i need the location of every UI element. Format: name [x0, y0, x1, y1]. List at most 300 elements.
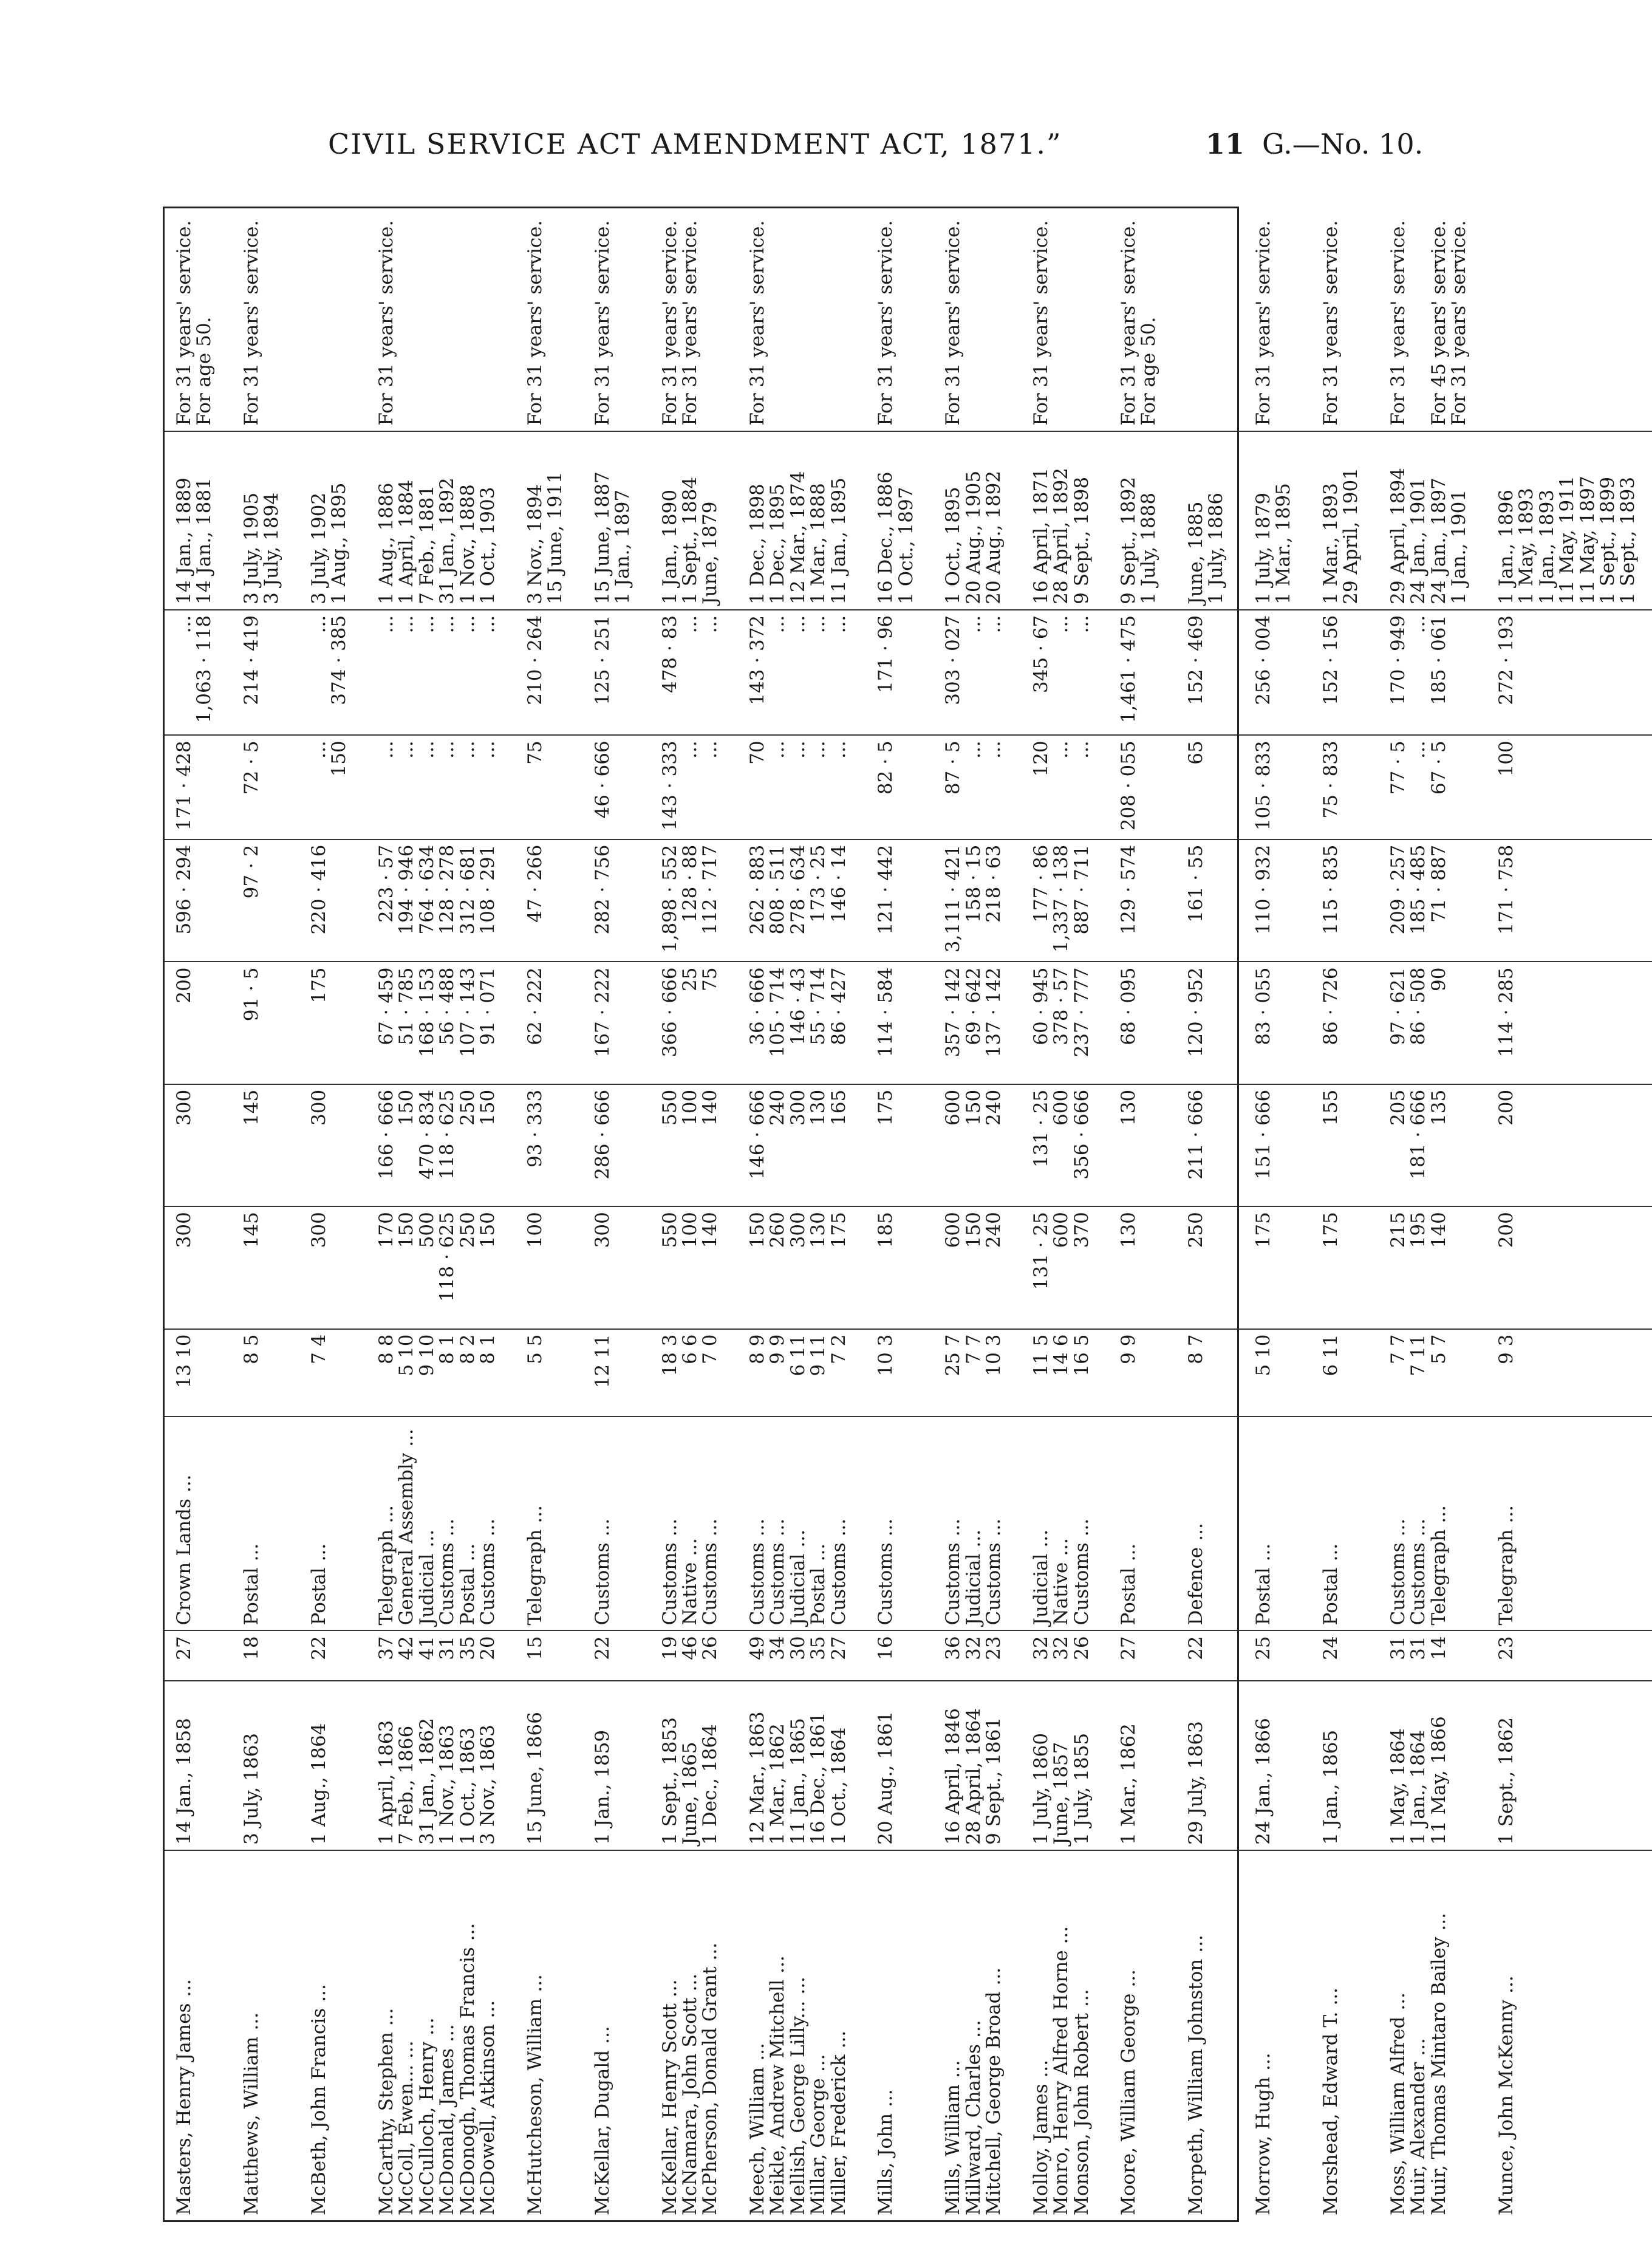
officer-name-line — [829, 1856, 849, 2215]
salary: 185 — [875, 1212, 897, 1248]
date-of-appointment — [1557, 1686, 1577, 1845]
officer-name: McDonald, James — [436, 2048, 459, 2215]
remarks-cell — [1375, 208, 1483, 431]
remarks — [262, 213, 282, 426]
age-cell — [1483, 1630, 1652, 1681]
salary — [1598, 1212, 1618, 1323]
compensation-total: 152 · 156 — [1319, 615, 1342, 705]
compensation: 112 · 717 — [699, 844, 722, 935]
department-leader: ... — [240, 1543, 262, 1562]
compensation-total — [1618, 615, 1638, 730]
age-cell — [734, 1630, 862, 1681]
remarks-cell — [512, 208, 579, 431]
age: 26 — [1070, 1636, 1093, 1660]
remarks: For 45 years' service. — [1427, 220, 1450, 426]
department-leader — [1577, 1607, 1599, 1613]
retirement-date: 16 April, 1871 — [1029, 468, 1052, 604]
remarks-cell — [930, 208, 1017, 431]
years-service — [1618, 1335, 1638, 1412]
salary-cell — [1308, 1206, 1375, 1328]
department — [612, 1619, 633, 1626]
officer-name: Monro, Henry Alfred Horne — [1050, 1950, 1073, 2215]
retirement-date: 1 April, 1884 — [395, 479, 418, 604]
salary-cell — [165, 1206, 228, 1328]
officer-name: Millward, Charles — [962, 2043, 985, 2215]
retiring-allowance — [1618, 967, 1638, 1078]
years-service — [1537, 1335, 1557, 1412]
compensation — [1557, 845, 1577, 957]
department-leader: ... — [1118, 1543, 1139, 1562]
officer-name-line — [680, 1856, 700, 2215]
officer-name-leader — [895, 2197, 917, 2203]
officer-name — [1448, 2209, 1470, 2215]
retiring-allowance: 107 · 143 — [456, 967, 479, 1058]
officer-name-leader: ... — [307, 1984, 330, 2002]
department-leader: ... — [1427, 1505, 1450, 1523]
date-of-appointment: 28 April, 1864 — [962, 1708, 985, 1845]
average-salary — [545, 1090, 565, 1201]
compensation: 194 · 946 — [395, 844, 418, 935]
department-leader — [895, 1607, 917, 1613]
date-of-appointment: 1 Mar., 1862 — [1118, 1723, 1139, 1845]
salary: 150 — [962, 1212, 985, 1248]
retirement-date: 1 Aug., 1886 — [375, 482, 397, 604]
compensation-total — [1598, 615, 1618, 730]
department-leader: ... — [456, 1543, 479, 1562]
department — [1515, 1619, 1537, 1626]
department-leader: ... — [787, 1530, 809, 1548]
retiring-allowance: 51 · 785 — [395, 967, 418, 1045]
officer-name-line — [174, 1856, 194, 2215]
department — [1577, 1619, 1599, 1626]
officer-name-leader: ... — [1407, 2038, 1430, 2056]
officer-name: Muir, Alexander — [1407, 2062, 1430, 2215]
compensation-total: 272 · 193 — [1495, 615, 1517, 705]
years-service — [1341, 1335, 1361, 1412]
officer-name — [1138, 2209, 1159, 2215]
department-cell — [1240, 1417, 1308, 1630]
department: Judicial — [1029, 1553, 1052, 1626]
allowance: 120 — [1029, 740, 1052, 777]
department-leader: ... — [415, 1530, 438, 1548]
years-service: 9 11 — [807, 1334, 830, 1376]
officer-name-line — [329, 1856, 349, 2215]
allowance: 208 · 055 — [1118, 740, 1139, 831]
compensation-total: ... — [678, 615, 701, 634]
date-of-appointment: 1 Jan., 1864 — [1407, 1729, 1430, 1845]
date-of-appointment-cell — [1483, 1681, 1652, 1850]
retiring-allowance-cell — [862, 962, 930, 1084]
salary — [1206, 1212, 1226, 1323]
officer-name: Meech, William — [746, 2067, 768, 2215]
salary: 600 — [1050, 1212, 1073, 1248]
retirement-date-cell — [647, 431, 734, 610]
compensation-total: ... — [1407, 615, 1430, 634]
retirement-date: June, 1885 — [1184, 501, 1207, 604]
compensation-total: ... — [766, 615, 789, 634]
compensation-cell — [1375, 839, 1483, 962]
compensation: 278 · 634 — [787, 844, 809, 935]
compensation: 115 · 835 — [1319, 844, 1342, 935]
years-service: 18 3 — [658, 1334, 681, 1376]
officer-name — [1536, 2209, 1558, 2215]
average-salary — [1139, 1090, 1159, 1201]
officer-name-leader: ... — [807, 2054, 830, 2073]
department-line — [262, 1422, 282, 1625]
remarks — [788, 213, 808, 426]
allowance: ... — [678, 740, 701, 759]
retiring-allowance: 62 · 222 — [524, 967, 546, 1045]
compensation: 110 · 932 — [1252, 844, 1274, 935]
table-row — [363, 208, 512, 2220]
officer-name-line — [748, 1856, 768, 2215]
officer-name-line — [1254, 1856, 1274, 2215]
years-service — [262, 1335, 282, 1412]
department-leader: ... — [477, 1518, 499, 1537]
officer-name-leader — [1597, 2197, 1619, 2203]
years-service: 11 5 — [1029, 1334, 1052, 1376]
age: 34 — [766, 1636, 789, 1660]
allowance: 100 — [1495, 740, 1517, 777]
retirement-date: 1 Jan., 1897 — [612, 489, 634, 604]
retirement-date: 29 April, 1901 — [1340, 468, 1362, 604]
allowance-cell — [363, 735, 512, 839]
department: Judicial — [787, 1553, 809, 1626]
department — [1448, 1619, 1470, 1626]
department: Customs — [1387, 1542, 1409, 1626]
age: 23 — [983, 1636, 1005, 1660]
department-line — [680, 1422, 700, 1625]
age-cell — [862, 1630, 930, 1681]
date-of-appointment: 1 Nov., 1863 — [436, 1725, 459, 1845]
allowance — [1618, 740, 1638, 833]
date-of-appointment — [262, 1686, 282, 1845]
compensation-total: 210 · 264 — [524, 615, 546, 705]
department-line — [437, 1422, 457, 1625]
officer-name-line — [593, 1856, 613, 2215]
department-leader: ... — [807, 1543, 830, 1562]
officer-name — [1617, 2209, 1639, 2215]
officer-name-leader: ... — [942, 2060, 964, 2079]
average-salary: 300 — [173, 1089, 195, 1126]
years-service: 9 9 — [1118, 1334, 1139, 1364]
retirement-date: 31 Jan., 1892 — [436, 477, 459, 604]
salary-cell — [1105, 1206, 1173, 1328]
officer-name-line — [943, 1856, 963, 2215]
date-of-appointment — [1341, 1686, 1361, 1845]
compensation-cell — [363, 839, 512, 962]
retiring-allowance: 105 · 714 — [766, 967, 789, 1058]
date-of-appointment — [613, 1686, 633, 1845]
page-number: 11 — [1206, 128, 1245, 160]
compensation-total: ... — [787, 615, 809, 634]
department-line — [1537, 1422, 1557, 1625]
date-of-appointment — [1598, 1686, 1618, 1845]
age-cell — [1308, 1630, 1375, 1681]
department — [1556, 1619, 1578, 1626]
years-service-cell — [165, 1329, 228, 1417]
allowance-cell — [647, 735, 734, 839]
allowance-cell — [930, 735, 1017, 839]
retirement-date-cell — [1018, 431, 1105, 610]
retiring-allowance: 67 · 459 — [375, 967, 397, 1045]
officer-name-leader — [1448, 2197, 1470, 2203]
compensation-cell — [512, 839, 579, 962]
compensation-cell — [734, 839, 862, 962]
remarks — [1517, 213, 1537, 426]
retirement-date: 3 July, 1902 — [307, 492, 330, 604]
salary-cell — [647, 1206, 734, 1328]
officer-name-line — [964, 1856, 984, 2215]
average-salary: 205 — [1387, 1089, 1409, 1126]
years-service — [1274, 1335, 1294, 1412]
department-leader: ... — [1319, 1543, 1342, 1562]
officer-name: Matthews, William — [240, 2036, 262, 2215]
department-line — [613, 1422, 633, 1625]
allowance: ... — [477, 740, 499, 759]
salary: 150 — [477, 1212, 499, 1248]
officer-name-leader: ... — [477, 2000, 499, 2019]
department: Customs — [766, 1542, 789, 1626]
compensation: 47 · 266 — [524, 844, 546, 923]
department-line — [748, 1422, 768, 1625]
allowance: 67 · 5 — [1427, 740, 1450, 795]
retiring-allowance: 357 · 142 — [942, 967, 964, 1058]
years-service-cell — [862, 1329, 930, 1417]
officer-name-leader — [1515, 2197, 1537, 2203]
officer-name-leader: ... — [678, 1973, 701, 1992]
compensation-total: ... — [415, 615, 438, 634]
average-salary-cell — [165, 1084, 228, 1206]
retiring-allowance: 86 · 427 — [827, 967, 850, 1045]
years-service-cell — [512, 1329, 579, 1417]
average-salary: 166 · 666 — [375, 1089, 397, 1180]
officer-name: Mitchell, George Broad — [983, 1991, 1005, 2215]
compensation — [1449, 845, 1469, 957]
department-leader: ... — [173, 1474, 195, 1493]
retirement-date: 20 Aug., 1905 — [962, 470, 985, 604]
remarks — [545, 213, 565, 426]
years-service: 8 2 — [456, 1334, 479, 1364]
allowance: 150 — [328, 740, 350, 777]
department-line — [1274, 1422, 1294, 1625]
remarks-cell — [1483, 208, 1652, 431]
date-of-appointment: 29 July, 1863 — [1184, 1721, 1207, 1845]
retirement-date-cell — [862, 431, 930, 610]
compensation: 3,111 · 421 — [942, 844, 964, 953]
salary — [613, 1212, 633, 1323]
officer-name — [1340, 2209, 1362, 2215]
retiring-allowance-cell — [1240, 962, 1308, 1084]
date-of-appointment: 1 May, 1864 — [1387, 1728, 1409, 1845]
remarks-cell — [1308, 208, 1375, 431]
department-cell — [165, 1417, 228, 1630]
retiring-allowance-cell — [930, 962, 1017, 1084]
date-of-appointment: June, 1865 — [678, 1742, 701, 1845]
age — [1341, 1636, 1361, 1675]
allowance — [545, 740, 565, 833]
average-salary: 356 · 666 — [1070, 1089, 1093, 1180]
date-of-appointment — [1537, 1686, 1557, 1845]
date-of-appointment: 1 Dec., 1864 — [699, 1724, 722, 1845]
compensation-total-cell — [1173, 610, 1240, 736]
remarks — [1408, 213, 1428, 426]
department-cell — [734, 1417, 862, 1630]
years-service: 14 6 — [1050, 1334, 1073, 1376]
age: 26 — [699, 1636, 722, 1660]
department-line — [458, 1422, 478, 1625]
retirement-date: 24 Jan., 1901 — [1407, 477, 1430, 604]
officer-name: Masters, Henry James — [173, 2003, 195, 2215]
department-leader — [1617, 1607, 1639, 1613]
officer-name: Morpeth, William Johnston — [1184, 1958, 1207, 2215]
table-row — [512, 208, 579, 2220]
compensation-total — [1517, 615, 1537, 730]
retirement-date: 1 Dec., 1895 — [766, 484, 789, 604]
officer-name-leader — [1617, 2197, 1639, 2203]
officer-name-leader: ... — [746, 2043, 768, 2061]
date-of-appointment-cell — [734, 1681, 862, 1850]
compensation-cell — [1105, 839, 1173, 962]
remarks — [1051, 213, 1071, 426]
compensation-total — [1578, 615, 1598, 730]
salary: 145 — [240, 1212, 262, 1248]
age: 27 — [173, 1636, 195, 1660]
department: Native — [678, 1562, 701, 1626]
allowance: ... — [699, 740, 722, 759]
department-line — [984, 1422, 1004, 1625]
retirement-date-cell — [228, 431, 296, 610]
compensation-total: ... — [477, 615, 499, 634]
table-row — [579, 208, 647, 2220]
date-of-appointment: June, 1857 — [1050, 1742, 1073, 1845]
department-line — [943, 1422, 963, 1625]
compensation-total — [545, 615, 565, 730]
officer-name-cell — [1105, 1850, 1173, 2220]
officer-name-leader: ... — [1252, 2053, 1274, 2071]
officer-name-leader: ... — [436, 2024, 459, 2042]
age: 32 — [1029, 1636, 1052, 1660]
officer-name-line — [1119, 1856, 1139, 2215]
remarks — [309, 213, 329, 426]
years-service-cell — [734, 1329, 862, 1417]
compensation-total-cell — [1105, 610, 1173, 736]
department-leader — [1205, 1607, 1227, 1613]
average-salary-cell — [579, 1084, 647, 1206]
date-of-appointment: 11 May, 1866 — [1427, 1716, 1450, 1845]
remarks — [1186, 213, 1206, 426]
department-leader: ... — [699, 1518, 722, 1537]
department-line — [1206, 1422, 1226, 1625]
compensation-total-cell — [1240, 610, 1308, 736]
retiring-allowance: 175 — [307, 967, 330, 1004]
department-cell — [930, 1417, 1017, 1630]
compensation-total-cell — [1375, 610, 1483, 736]
remarks: For 31 years' service. — [375, 220, 397, 426]
department-line — [1031, 1422, 1051, 1625]
remarks: For age 50. — [193, 316, 216, 426]
department-leader — [612, 1607, 633, 1613]
table-row — [862, 208, 930, 2220]
officer-name: McKellar, Henry Scott — [658, 2003, 681, 2215]
table-row — [1375, 208, 1483, 2220]
compensation-total-cell — [862, 610, 930, 736]
officer-name-line — [377, 1856, 397, 2215]
retirement-date: 1 Mar., 1893 — [1319, 483, 1342, 604]
allowance-cell — [512, 735, 579, 839]
date-of-appointment: 1 Sept., 1853 — [658, 1717, 681, 1845]
officer-name-leader: ... — [1495, 1975, 1517, 1994]
remarks-cell — [165, 208, 228, 431]
allowance-cell — [1483, 735, 1652, 839]
table-body — [165, 208, 1652, 2220]
department: Customs — [591, 1542, 613, 1626]
department: Postal — [1252, 1567, 1274, 1626]
table-row — [1105, 208, 1173, 2220]
department-leader: ... — [875, 1518, 897, 1537]
salary: 100 — [678, 1212, 701, 1248]
department-line — [829, 1422, 849, 1625]
compensation-total: ... — [827, 615, 850, 634]
allowance — [1578, 740, 1598, 833]
officer-name-cell — [1018, 1850, 1105, 2220]
salary: 170 — [375, 1212, 397, 1248]
retirement-date: June, 1879 — [699, 501, 722, 604]
officer-name-cell — [862, 1850, 930, 2220]
average-salary — [1341, 1090, 1361, 1201]
department-line — [309, 1422, 329, 1625]
date-of-appointment-cell — [296, 1681, 363, 1850]
page-title: CIVIL SERVICE ACT AMENDMENT ACT, 1871.” — [328, 128, 1062, 160]
compensation — [1618, 845, 1638, 957]
age — [1139, 1636, 1159, 1675]
retiring-allowance: 146 · 43 — [787, 967, 809, 1045]
compensation — [1537, 845, 1557, 957]
allowance — [1341, 740, 1361, 833]
age — [1517, 1636, 1537, 1675]
average-salary-cell — [1375, 1084, 1483, 1206]
officer-name: McNamara, John Scott — [678, 1997, 701, 2215]
officer-name-line — [984, 1856, 1004, 2215]
officer-name — [895, 2209, 917, 2215]
compensation-total-cell — [512, 610, 579, 736]
years-service-cell — [1240, 1329, 1308, 1417]
years-service-cell — [1018, 1329, 1105, 1417]
years-service-cell — [1483, 1329, 1652, 1417]
retirement-date-cell — [930, 431, 1017, 610]
department — [544, 1619, 566, 1626]
department-line — [896, 1422, 916, 1625]
officer-name-cell — [1308, 1850, 1375, 2220]
date-of-appointment: 31 Jan., 1862 — [415, 1718, 438, 1845]
department-line — [1341, 1422, 1361, 1625]
date-of-appointment: 1 Jan., 1859 — [591, 1729, 613, 1845]
compensation-total: 171 · 96 — [875, 615, 897, 694]
officer-name-line — [660, 1856, 680, 2215]
average-salary-cell — [647, 1084, 734, 1206]
average-salary — [1618, 1090, 1638, 1201]
department-leader: ... — [1029, 1530, 1052, 1548]
department-leader — [1515, 1607, 1537, 1613]
table-row — [1018, 208, 1105, 2220]
compensation: 97 · 2 — [240, 844, 262, 899]
retiring-allowance: 69 · 642 — [962, 967, 985, 1045]
allowance: ... — [807, 740, 830, 759]
salary: 130 — [807, 1212, 830, 1248]
compensation-total: 143 · 372 — [746, 615, 768, 705]
department — [261, 1619, 282, 1626]
age — [1206, 1636, 1226, 1675]
